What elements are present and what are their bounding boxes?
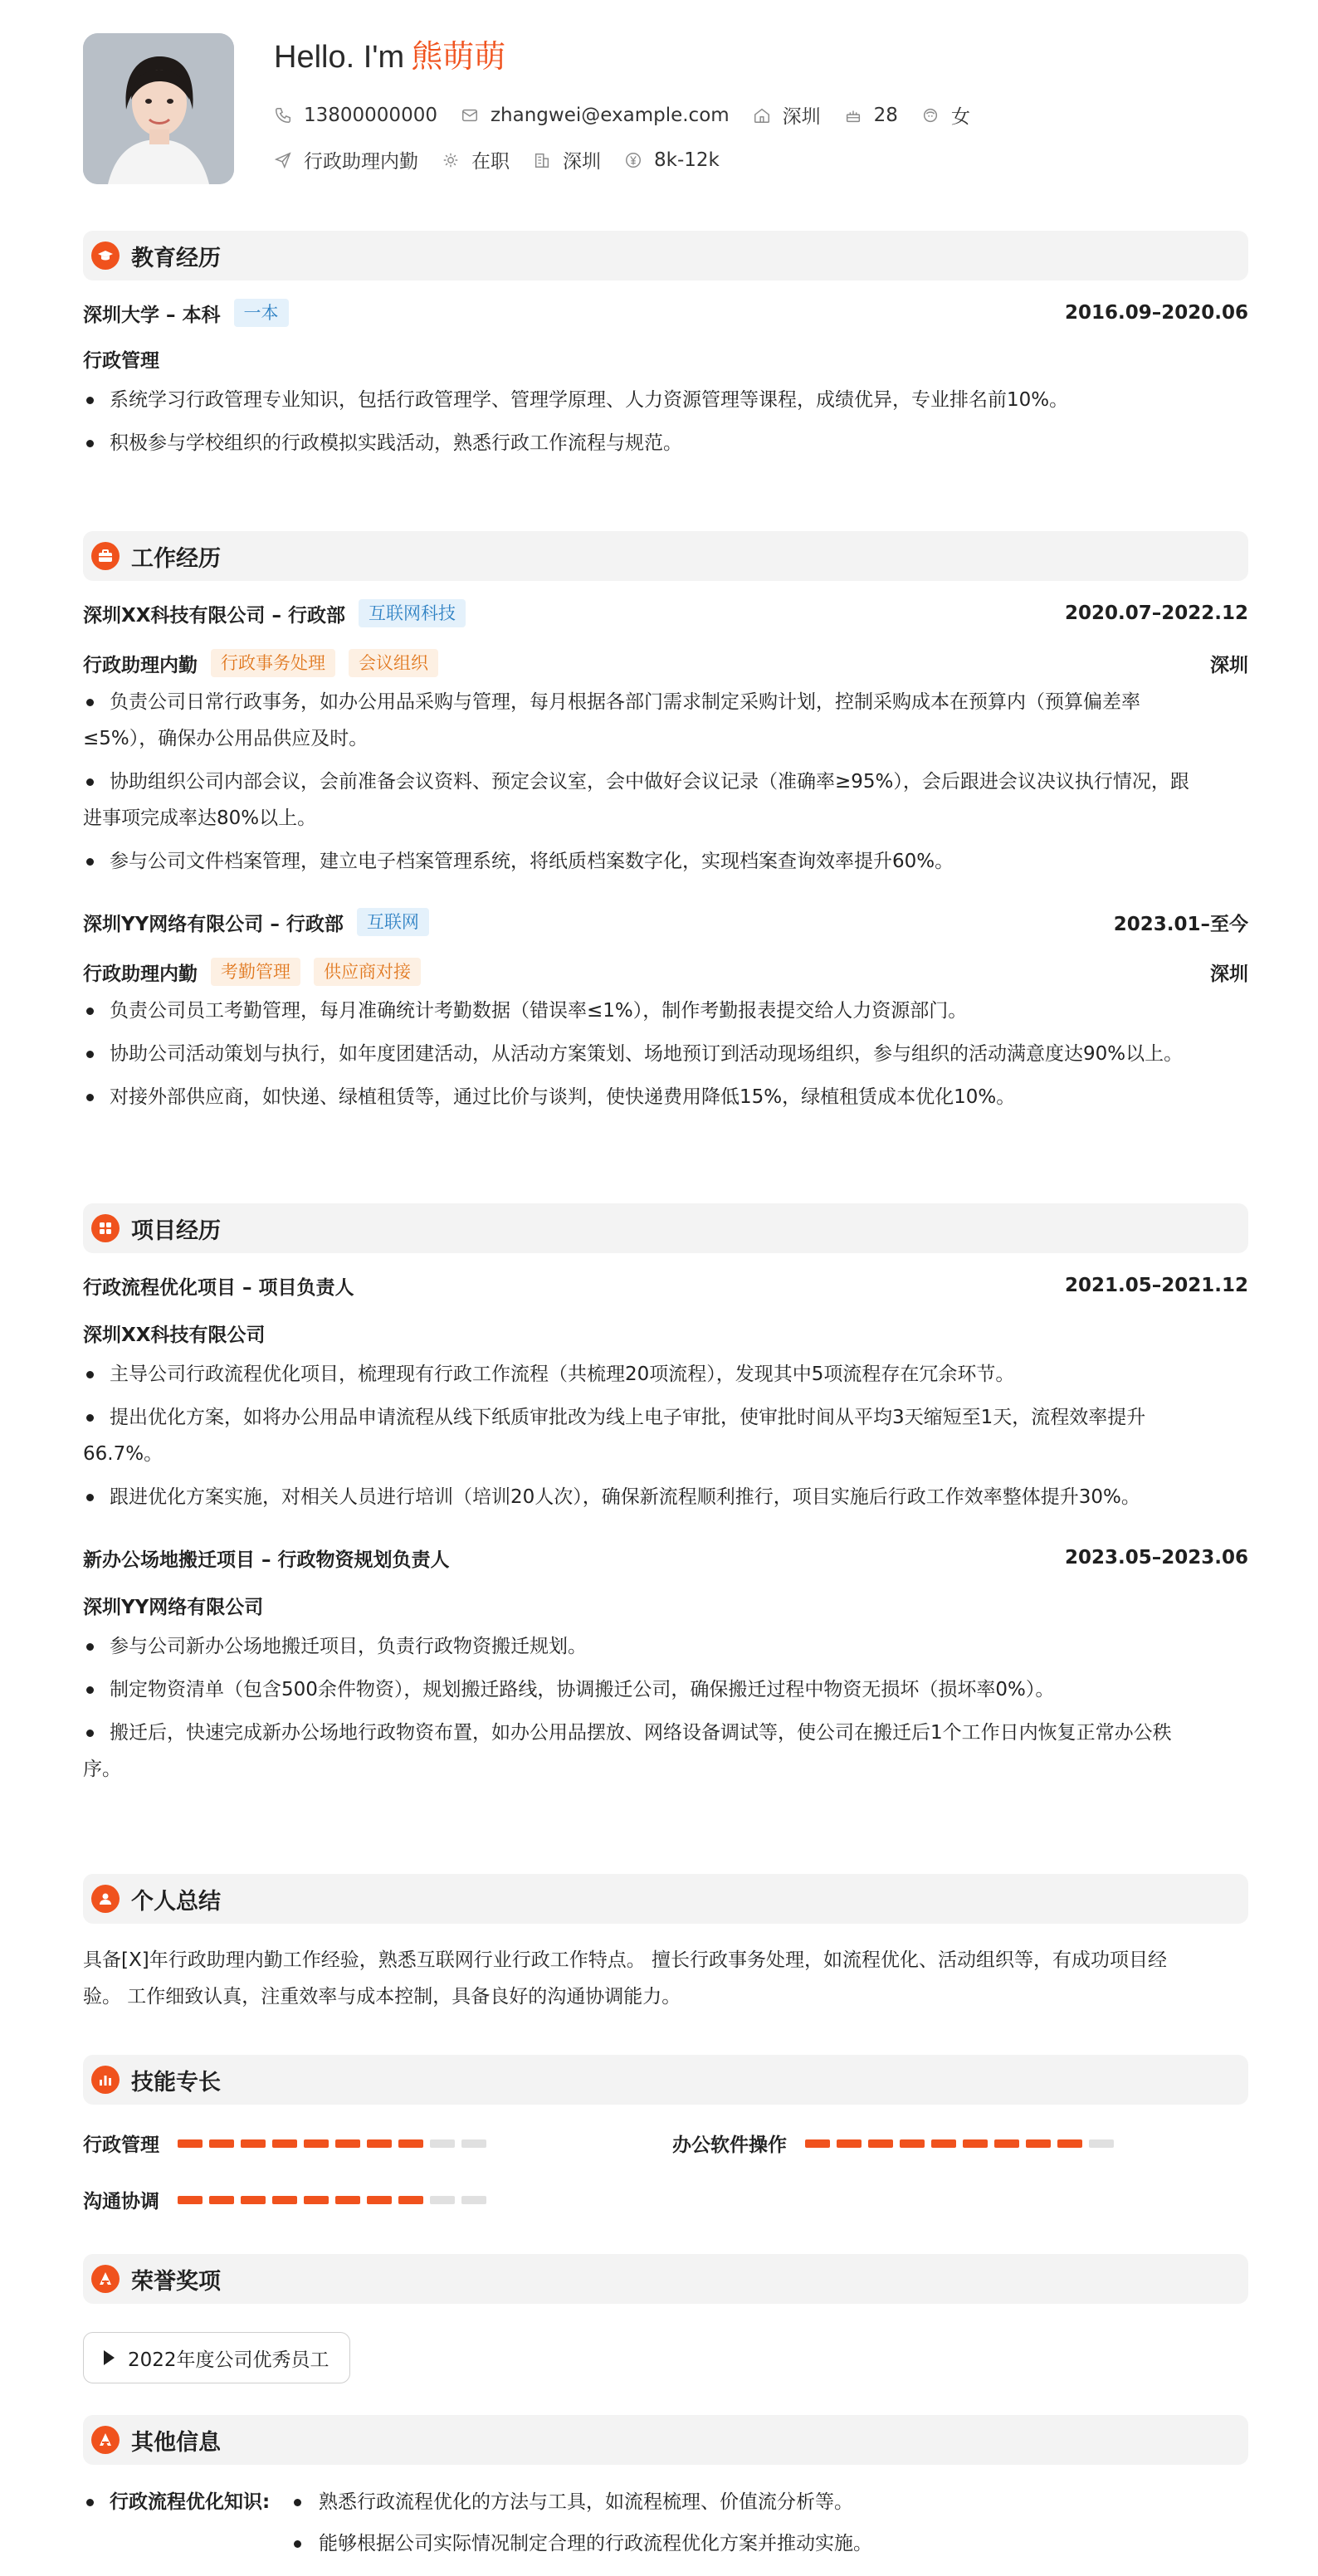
- list-item: 主导公司行政流程优化项目，梳理现有行政工作流程（共梳理20项流程），发现其中5项流程存在冗余环节。: [83, 1356, 1248, 1393]
- skill-level-segment: [272, 2196, 297, 2204]
- education-row: [83, 299, 1248, 327]
- project-company: 深圳YY网络有限公司: [83, 1597, 264, 1618]
- project-row: [83, 1544, 1248, 1572]
- list-item: 熟悉行政流程优化的方法与工具，如流程梳理、价值流分析等。: [290, 2481, 872, 2523]
- work-bullets: [83, 993, 1248, 1115]
- work-period: 2023.01–至今: [1113, 913, 1248, 935]
- age-value: 28: [873, 104, 898, 126]
- location-value: 深圳: [782, 106, 821, 128]
- mail-icon: [461, 106, 479, 124]
- skill-item: [83, 2130, 493, 2157]
- work-city: 深圳: [1210, 963, 1248, 985]
- skill-name: 沟通协调: [83, 2191, 159, 2213]
- job-intent-row: [274, 146, 743, 173]
- skill-level-segment: [430, 2196, 455, 2204]
- list-item: 能够根据公司实际情况制定合理的行政流程优化方案并推动实施。: [290, 2523, 872, 2564]
- skill-name: 办公软件操作: [672, 2134, 787, 2156]
- skill-level-segment: [367, 2139, 392, 2148]
- work-row: [83, 599, 1248, 627]
- phone-icon: [274, 106, 292, 124]
- list-item: 参与公司文件档案管理，建立电子档案管理系统，将纸质档案数字化，实现档案查询效率提升60%。: [83, 843, 1248, 880]
- skills-section: [83, 2055, 1248, 2221]
- skill-level-bar: [178, 2196, 493, 2204]
- award-icon: [91, 2265, 120, 2293]
- bullet-line: 负责公司日常行政事务，如办公用品采购与管理，每月根据各部门需求制定采购计划，控制采购成本在预算内（预算偏差率: [110, 691, 1140, 713]
- avatar-portrait-icon: [83, 33, 234, 184]
- list-item: 积极参与学校组织的行政模拟实践活动，熟悉行政工作流程与规范。: [83, 425, 1248, 461]
- project-name: 行政流程优化项目 – 项目负责人: [83, 1276, 354, 1299]
- skill-level-segment: [304, 2196, 329, 2204]
- section-title: 技能专长: [131, 2069, 221, 2095]
- skill-level-segment: [805, 2139, 830, 2148]
- section-title: 荣誉奖项: [131, 2268, 221, 2295]
- email-item: [461, 105, 730, 126]
- gender-item: [921, 101, 970, 129]
- honor-item[interactable]: [83, 2332, 350, 2383]
- role-name: 行政助理内勤: [83, 963, 198, 985]
- send-icon: [274, 151, 292, 169]
- major-name: 行政管理: [83, 350, 159, 372]
- email-value: zhangwei@example.com: [490, 104, 730, 126]
- other-section: [83, 2415, 1248, 2576]
- section-title: 工作经历: [131, 545, 221, 572]
- industry-tag: 互联网科技: [359, 599, 466, 627]
- location-item: [753, 101, 821, 129]
- skill-level-segment: [272, 2139, 297, 2148]
- candidate-name: 熊萌萌: [411, 38, 506, 75]
- skill-level-segment: [461, 2139, 486, 2148]
- gender-value: 女: [950, 106, 970, 128]
- list-item: 协助公司活动策划与执行，如年度团建活动，从活动方案策划、场地预订到活动现场组织，参与组织的活动满意度达90%以上。: [83, 1036, 1248, 1072]
- school-tier-tag: 一本: [234, 299, 289, 327]
- role-name: 行政助理内勤: [83, 654, 198, 676]
- list-item: 参与公司新办公场地搬迁项目，负责行政物资搬迁规划。: [83, 1628, 1248, 1665]
- project-bullets: [83, 1628, 1248, 1788]
- list-item: 制定物资清单（包含500余件物资），规划搬迁路线，协调搬迁公司，确保搬迁过程中物资无损坏（损坏率0%）。: [83, 1671, 1248, 1708]
- skill-level-segment: [304, 2139, 329, 2148]
- yuan-coin-icon: [624, 151, 642, 169]
- bar-chart-icon: [91, 2066, 120, 2094]
- briefcase-icon: [91, 542, 120, 570]
- skill-level-segment: [1089, 2139, 1114, 2148]
- graduation-cap-icon: [91, 242, 120, 270]
- industry-tag: 互联网: [357, 908, 429, 936]
- salary-value: 8k-12k: [654, 149, 720, 171]
- skill-level-bar: [178, 2139, 493, 2148]
- award-icon: [91, 2426, 120, 2454]
- section-title: 其他信息: [131, 2429, 221, 2456]
- list-item: 对接外部供应商，如快递、绿植租赁等，通过比价与谈判，使快递费用降低15%，绿植租赁成本优化10%。: [83, 1079, 1248, 1115]
- skill-level-segment: [335, 2139, 360, 2148]
- skill-level-segment: [1026, 2139, 1051, 2148]
- job-target-item: [274, 146, 418, 173]
- project-bullets: [83, 1356, 1248, 1515]
- target-city-value: 深圳: [563, 151, 601, 173]
- projects-section: [83, 1203, 1248, 1788]
- work-row: [83, 908, 1248, 936]
- skill-level-segment: [963, 2139, 988, 2148]
- list-item: [83, 1715, 1248, 1788]
- role-row: [83, 958, 1248, 986]
- job-target-value: 行政助理内勤: [304, 151, 418, 173]
- section-title: 个人总结: [131, 1888, 221, 1915]
- skill-level-segment: [461, 2196, 486, 2204]
- skill-level-segment: [900, 2139, 925, 2148]
- skill-level-segment: [1057, 2139, 1082, 2148]
- greeting-title: [274, 37, 505, 77]
- work-period: 2020.07–2022.12: [1064, 603, 1248, 624]
- cake-icon: [844, 106, 862, 124]
- project-period: 2021.05–2021.12: [1064, 1275, 1248, 1296]
- list-item: 负责公司员工考勤管理，每月准确统计考勤数据（错误率≤1%），制作考勤报表提交给人力资源部门。: [83, 993, 1248, 1029]
- status-value: 在职: [471, 151, 510, 173]
- skill-level-bar: [805, 2139, 1120, 2148]
- salary-item: [624, 149, 720, 171]
- project-name: 新办公场地搬迁项目 – 行政物资规划负责人: [83, 1549, 450, 1571]
- education-header: [83, 231, 1248, 281]
- list-item: [83, 1399, 1248, 1472]
- other-info-list: [83, 2481, 1248, 2573]
- bullet-line: 66.7%。: [83, 1443, 164, 1465]
- contact-row: [274, 101, 993, 129]
- summary-line: 验。 工作细致认真，注重效率与成本控制，具备良好的沟通协调能力。: [83, 1986, 681, 2008]
- project-row: [83, 1271, 1248, 1300]
- education-section: [83, 231, 1248, 461]
- work-section: [83, 531, 1248, 1115]
- phone-value: 13800000000: [304, 104, 437, 126]
- skill-level-segment: [209, 2139, 234, 2148]
- bullet-line: 搬迁后，快速完成新办公场地行政物资布置，如办公用品摆放、网络设备调试等，使公司在搬迁后1个工作日内恢复正常办公秩: [110, 1722, 1172, 1744]
- resume-header: [83, 33, 1248, 191]
- skill-level-segment: [398, 2196, 423, 2204]
- skill-level-segment: [241, 2139, 266, 2148]
- other-info-items: [290, 2481, 872, 2564]
- skill-tag: 会议组织: [349, 649, 438, 677]
- other-info-label: 行政流程优化知识:: [83, 2481, 270, 2523]
- company-name: 深圳YY网络有限公司 – 行政部: [83, 913, 344, 935]
- age-item: [844, 105, 898, 126]
- status-item: [442, 146, 510, 173]
- summary-header: [83, 1874, 1248, 1924]
- list-item: [83, 684, 1248, 757]
- projects-header: [83, 1203, 1248, 1253]
- work-header: [83, 531, 1248, 581]
- gender-icon: [921, 106, 940, 124]
- summary-text: [83, 1942, 1248, 2015]
- avatar: [83, 33, 234, 184]
- phone-item: [274, 105, 437, 126]
- user-icon: [91, 1885, 120, 1913]
- grid-icon: [91, 1214, 120, 1242]
- skill-item: [83, 2186, 493, 2213]
- education-bullets: [83, 382, 1248, 461]
- summary-section: [83, 1874, 1248, 2015]
- summary-line: 具备[X]年行政助理内勤工作经验，熟悉互联网行业行政工作特点。 擅长行政事务处理，如流程优化、活动组织等，有成功项目经: [83, 1949, 1168, 1971]
- school-name: 深圳大学 – 本科: [83, 304, 221, 326]
- role-row: [83, 649, 1248, 677]
- bullet-line: 提出优化方案，如将办公用品申请流程从线下纸质审批改为线上电子审批，使审批时间从平均3天缩短至1天，流程效率提升: [110, 1407, 1146, 1428]
- skill-level-segment: [931, 2139, 956, 2148]
- skill-level-segment: [209, 2196, 234, 2204]
- honors-header: [83, 2254, 1248, 2304]
- bullet-line: 协助组织公司内部会议，会前准备会议资料、预定会议室，会中做好会议记录（准确率≥95%），会后跟进会议决议执行情况，跟: [110, 771, 1189, 793]
- skill-tag: 供应商对接: [314, 958, 421, 986]
- list-item: 系统学习行政管理专业知识，包括行政管理学、管理学原理、人力资源管理等课程，成绩优异，专业排名前10%。: [83, 382, 1248, 418]
- skills-header: [83, 2055, 1248, 2105]
- skill-name: 行政管理: [83, 2134, 159, 2156]
- skill-level-segment: [994, 2139, 1019, 2148]
- list-item: 跟进优化方案实施，对相关人员进行培训（培训20人次），确保新流程顺利推行，项目实施后行政工作效率整体提升30%。: [83, 1479, 1248, 1515]
- bullet-line: 进事项完成率达80%以上。: [83, 807, 317, 829]
- company-name: 深圳XX科技有限公司 – 行政部: [83, 604, 345, 627]
- honor-label: 2022年度公司优秀员工: [128, 2349, 330, 2371]
- skill-level-segment: [837, 2139, 862, 2148]
- resume-page: [83, 33, 1248, 2554]
- gear-icon: [442, 151, 460, 169]
- honors-section: [83, 2254, 1248, 2387]
- section-title: 教育经历: [131, 245, 221, 271]
- skill-item: [672, 2130, 1120, 2157]
- skill-tag: 行政事务处理: [211, 649, 335, 677]
- home-icon: [753, 106, 771, 124]
- building-icon: [533, 151, 551, 169]
- skill-level-segment: [241, 2196, 266, 2204]
- list-item: [83, 764, 1248, 837]
- work-city: 深圳: [1210, 654, 1248, 676]
- other-header: [83, 2415, 1248, 2465]
- work-bullets: [83, 684, 1248, 880]
- project-company: 深圳XX科技有限公司: [83, 1325, 266, 1346]
- skill-level-segment: [398, 2139, 423, 2148]
- bullet-line: ≤5%），确保办公用品供应及时。: [83, 728, 369, 749]
- skill-tag: 考勤管理: [211, 958, 300, 986]
- skill-level-segment: [335, 2196, 360, 2204]
- section-title: 项目经历: [131, 1217, 221, 1244]
- greeting-text: Hello. I'm: [274, 40, 405, 75]
- education-period: 2016.09–2020.06: [1064, 302, 1248, 324]
- bullet-line: 序。: [83, 1759, 121, 1780]
- skill-level-segment: [367, 2196, 392, 2204]
- target-city-item: [533, 146, 601, 173]
- skill-level-segment: [178, 2139, 203, 2148]
- skill-level-segment: [430, 2139, 455, 2148]
- project-period: 2023.05–2023.06: [1064, 1547, 1248, 1569]
- play-triangle-icon: [104, 2350, 115, 2365]
- skill-level-segment: [178, 2196, 203, 2204]
- skill-level-segment: [868, 2139, 893, 2148]
